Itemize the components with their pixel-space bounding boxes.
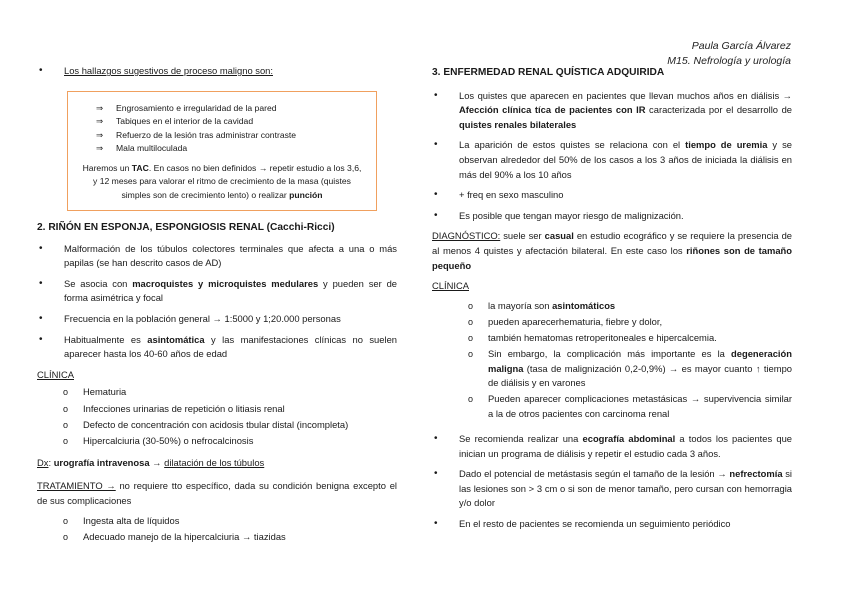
section-title-acquired-cystic: 3. ENFERMEDAD RENAL QUÍSTICA ADQUIRIDA xyxy=(432,67,665,78)
finding-item xyxy=(96,102,364,116)
treatment-item xyxy=(63,530,397,545)
bullet-text-part: y pueden ser de forma asimétrica y focal xyxy=(64,277,397,304)
dx-label: Dx xyxy=(37,457,49,469)
note-text: Haremos un xyxy=(82,162,132,173)
circle-bullet-glyph: o xyxy=(468,394,474,405)
clinica-text: Pueden aparecer complicaciones metastásicas → supervivencia similar a la de otros pacientes con carcinoma renal xyxy=(488,393,792,419)
author-name: Paula García Álvarez xyxy=(691,40,791,52)
clinica-text: Infecciones urinarias de repetición o litiasis renal xyxy=(83,402,285,414)
bullet-glyph: • xyxy=(39,65,43,76)
acquired-bullet xyxy=(432,467,792,511)
bullet-text-part: y se observan alrededor del 50% de los casos a los 3 años de iniciada la diálisis en más del 90% a los 10 años xyxy=(459,139,792,180)
dx-separator: : xyxy=(48,457,54,469)
bullet-text-part: La aparición de estos quistes se relaciona con el xyxy=(459,139,686,151)
bullet-glyph: • xyxy=(434,189,438,201)
bullet-text xyxy=(64,333,397,362)
note-text: . En casos no bien definidos → repetir estudio a los 3,6, y 12 meses para valorar el ritmo de crecimiento de la masa (quistes simples son de crecimiento lento) o realizar xyxy=(93,162,362,200)
double-arrow-icon: ⇒ xyxy=(96,143,104,154)
bullet-glyph: • xyxy=(39,313,43,325)
sponge-bullet xyxy=(37,312,397,327)
circle-bullet-glyph: o xyxy=(63,403,69,414)
bullet-glyph: • xyxy=(39,333,43,345)
diagnosis-paragraph xyxy=(432,229,792,273)
bullet-text-part: Se recomienda realizar una xyxy=(459,432,583,444)
diag-bold: casual xyxy=(544,230,574,242)
bullet-bold: tiempo de uremia xyxy=(685,139,768,151)
clinica-item xyxy=(468,331,792,346)
acquired-bullet xyxy=(432,517,792,532)
treatment-line xyxy=(37,479,397,508)
bullet-glyph: • xyxy=(39,277,43,289)
note-bold-tac: TAC xyxy=(131,162,149,173)
circle-bullet-glyph: o xyxy=(468,332,474,343)
bullet-text-part: Los quistes que aparecen en pacientes que llevan muchos años en diálisis → xyxy=(459,89,792,101)
malignancy-intro-bullet xyxy=(37,64,397,79)
finding-text: Refuerzo de la lesión tras administrar contraste xyxy=(116,129,297,140)
bullet-text xyxy=(64,277,397,306)
treatment-text: Adecuado manejo de la hipercalciuria → tiazidas xyxy=(83,531,286,543)
clinica-label: CLÍNICA xyxy=(37,368,74,380)
bullet-text: Malformación de los túbulos colectores terminales que afecta a una o más papilas (se han descrito casos de AD) xyxy=(64,242,397,269)
bullet-glyph: • xyxy=(434,432,438,444)
bullet-bold: Afección clínica tíca de pacientes con IR xyxy=(459,104,646,116)
bullet-glyph: • xyxy=(434,209,438,221)
treatment-item xyxy=(63,514,397,529)
circle-bullet-glyph: o xyxy=(63,387,69,398)
double-arrow-icon: ⇒ xyxy=(96,102,104,113)
right-column xyxy=(432,64,792,538)
course-name: M15. Nefrología y urología xyxy=(667,55,791,67)
clinica-text-part: la mayoría son xyxy=(488,299,553,311)
section-title-sponge-kidney: 2. RIÑÓN EN ESPONJA, ESPONGIOSIS RENAL (Cacchi-Ricci) xyxy=(37,222,335,234)
bullet-text-part: a todos los pacientes que inician un programa de diálisis y repetir el estudio cada 3 años. xyxy=(459,432,792,459)
clinica-text: Hipercalciuria (30-50%) o nefrocalcinosis xyxy=(83,434,254,446)
clinica-text-part: (tasa de malignización 0,2-0,9%) → es mayor cuanto ↑ tiempo de diálisis y en varones xyxy=(488,362,792,389)
bullet-text-part: Habitualmente es xyxy=(64,333,148,345)
circle-bullet-glyph: o xyxy=(63,419,69,430)
bullet-glyph: • xyxy=(434,139,438,151)
dx-result: dilatación de los túbulos xyxy=(164,457,265,469)
malignancy-intro-text: Los hallazgos sugestivos de proceso maligno son: xyxy=(64,65,273,76)
acquired-bullet xyxy=(432,138,792,182)
finding-text: Mala multiloculada xyxy=(116,143,188,154)
clinica-label: CLÍNICA xyxy=(432,280,469,292)
sponge-bullet xyxy=(37,333,397,362)
bullet-text: Frecuencia en la población general → 1:5000 y 1;20.000 personas xyxy=(64,313,341,325)
clinica-item xyxy=(468,315,792,330)
bullet-bold: macroquistes y microquistes medulares xyxy=(132,277,319,289)
bullet-bold: ecografía abdominal xyxy=(582,432,676,444)
treatment-text: no requiere tto específico, dada su condición benigna excepto el de sus complicaciones xyxy=(37,479,397,506)
circle-bullet-glyph: o xyxy=(63,435,69,446)
bullet-text: + freq en sexo masculino xyxy=(459,189,564,201)
diagnosis-line xyxy=(37,456,397,471)
acquired-bullet xyxy=(432,432,792,461)
treatment-label: TRATAMIENTO → xyxy=(37,479,116,491)
sponge-bullet xyxy=(37,277,397,306)
finding-item xyxy=(96,142,364,156)
acquired-bullet xyxy=(432,89,792,133)
treatment-text: Ingesta alta de líquidos xyxy=(83,515,180,527)
bullet-glyph: • xyxy=(39,242,43,254)
clinica-text xyxy=(488,299,792,314)
clinica-text: pueden aparecerhematuria, fiebre y dolor, xyxy=(488,315,663,327)
diag-text: en estudio ecográfico y se requiere la presencia de al menos 4 quistes y afectación bilateral. En este caso los xyxy=(432,230,792,256)
circle-bullet-glyph: o xyxy=(468,349,474,359)
bullet-text xyxy=(459,467,792,511)
bullet-text-part: si las lesiones son > 3 cm o si son de menor tamaño, pero cursan con hemorragia y/o dolor xyxy=(459,468,793,509)
clinica-bold: asintomáticos xyxy=(552,299,616,311)
clinica-text-part: Sin embargo, la complicación más importante es la xyxy=(488,348,732,359)
clinica-text: Defecto de concentración con acidosis tbular distal (incompleta) xyxy=(83,418,349,430)
bullet-text-part: y las manifestaciones clínicas no suelen aparecer hasta los 40-60 años de edad xyxy=(64,333,397,360)
clinica-item xyxy=(63,434,397,449)
diag-bold: riñones son de tamaño pequeño xyxy=(432,244,793,271)
diag-text: suele ser xyxy=(500,230,545,242)
double-arrow-icon: ⇒ xyxy=(96,116,104,127)
finding-text: Tabiques en el interior de la cavidad xyxy=(116,116,254,127)
bullet-bold: asintomática xyxy=(147,333,205,345)
diag-label: DIAGNÓSTICO: xyxy=(432,230,501,242)
dx-arrow: → xyxy=(149,457,165,469)
clinica-item xyxy=(468,347,792,391)
dx-bold: urografía intravenosa xyxy=(53,457,150,469)
circle-bullet-glyph: o xyxy=(63,516,69,527)
bullet-text-part: caracterizada por el desarrollo de xyxy=(645,104,792,116)
circle-bullet-glyph: o xyxy=(468,300,474,311)
circle-bullet-glyph: o xyxy=(468,316,474,327)
circle-bullet-glyph: o xyxy=(63,532,69,543)
bullet-text xyxy=(459,432,792,461)
clinica-item xyxy=(468,392,792,421)
bullet-bold: nefrectomía xyxy=(729,468,783,480)
clinica-item xyxy=(63,385,397,400)
malignancy-findings-box xyxy=(67,91,377,212)
clinica-item xyxy=(63,402,397,417)
note-bold-puncion: punción xyxy=(289,189,323,200)
double-arrow-icon: ⇒ xyxy=(96,129,104,140)
box-note xyxy=(80,162,364,203)
clinica-text: también hematomas retroperitoneales e hipercalcemia. xyxy=(488,331,717,343)
bullet-text: En el resto de pacientes se recomienda un seguimiento periódico xyxy=(459,517,731,529)
finding-item xyxy=(96,115,364,129)
bullet-text xyxy=(459,138,792,182)
clinica-bold: degeneración maligna xyxy=(488,348,792,374)
sponge-bullet xyxy=(37,242,397,271)
bullet-text-part: Dado el potencial de metástasis según el tamaño de la lesión → xyxy=(459,468,730,480)
clinica-item xyxy=(468,299,792,314)
left-column xyxy=(37,64,397,546)
finding-item xyxy=(96,129,364,143)
bullet-glyph: • xyxy=(434,89,438,101)
bullet-text: Es posible que tengan mayor riesgo de malignización. xyxy=(459,209,684,221)
bullet-glyph: • xyxy=(434,517,438,529)
clinica-item xyxy=(63,418,397,433)
bullet-text xyxy=(459,89,792,133)
acquired-bullet xyxy=(432,209,792,224)
bullet-glyph: • xyxy=(434,468,438,480)
acquired-bullet xyxy=(432,188,792,203)
clinica-text: Hematuria xyxy=(83,386,127,398)
clinica-text xyxy=(488,347,792,391)
bullet-bold: quistes renales bilaterales xyxy=(459,118,577,130)
bullet-text-part: Se asocia con xyxy=(64,277,133,289)
finding-text: Engrosamiento e irregularidad de la pared xyxy=(116,102,277,113)
